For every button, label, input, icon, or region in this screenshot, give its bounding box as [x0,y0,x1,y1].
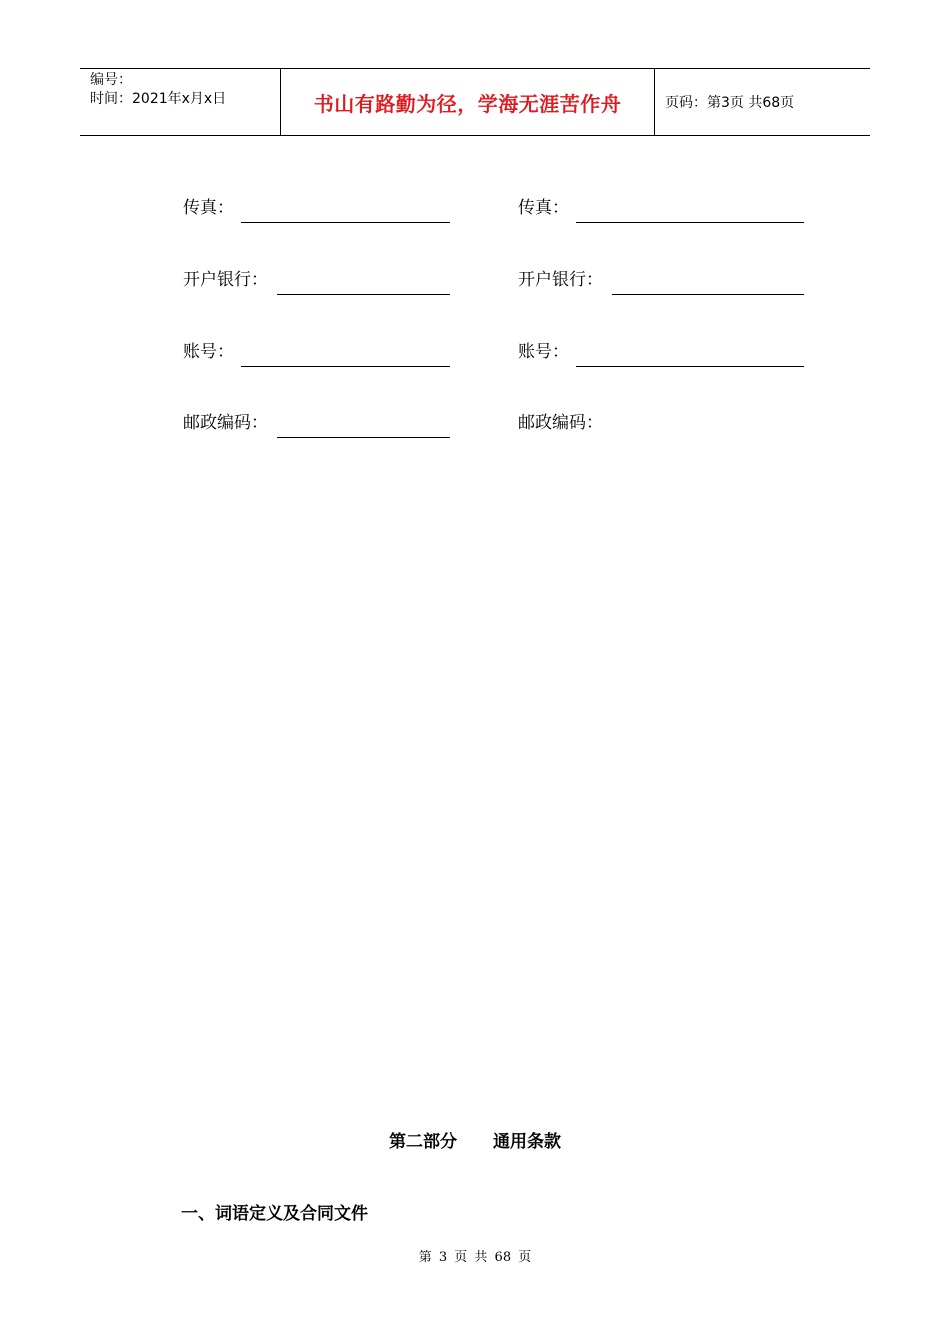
header-motto-cell [281,69,655,135]
clause-heading: 一、词语定义及合同文件 [181,1204,368,1224]
right-account-field[interactable] [518,341,805,363]
header-meta [80,69,281,135]
left-account-field[interactable] [183,341,451,363]
field-label: 开户银行： [518,270,603,290]
header-motto: 书山有路勤为径，学海无涯苦作舟 [313,91,622,116]
bank-underline[interactable] [277,293,450,295]
header-page-info: 页码：第3页 共68页 [665,95,795,111]
right-postcode-field [518,412,805,434]
field-label: 账号： [518,342,569,362]
document-date: 时间：2021年x月x日 [90,91,227,107]
field-label: 传真： [183,198,234,218]
field-label: 邮政编码： [183,413,268,433]
right-fax-field[interactable] [518,197,805,219]
field-label: 邮政编码： [518,413,603,433]
fax-underline[interactable] [576,221,804,223]
document-header [80,68,870,136]
field-label: 开户银行： [183,270,268,290]
document-number: 编号： [90,72,132,88]
postcode-underline[interactable] [277,436,450,438]
fax-underline[interactable] [241,221,450,223]
left-bank-field[interactable] [183,269,451,291]
account-underline[interactable] [576,365,804,367]
bank-underline[interactable] [612,293,804,295]
section-title: 第二部分 通用条款 [389,1132,561,1152]
account-underline[interactable] [241,365,450,367]
field-label: 账号： [183,342,234,362]
header-page-info-cell [655,69,870,135]
page-footer: 第 3 页 共 68 页 [418,1250,532,1265]
field-label: 传真： [518,198,569,218]
left-fax-field[interactable] [183,197,451,219]
right-bank-field[interactable] [518,269,805,291]
left-postcode-field[interactable] [183,412,451,434]
